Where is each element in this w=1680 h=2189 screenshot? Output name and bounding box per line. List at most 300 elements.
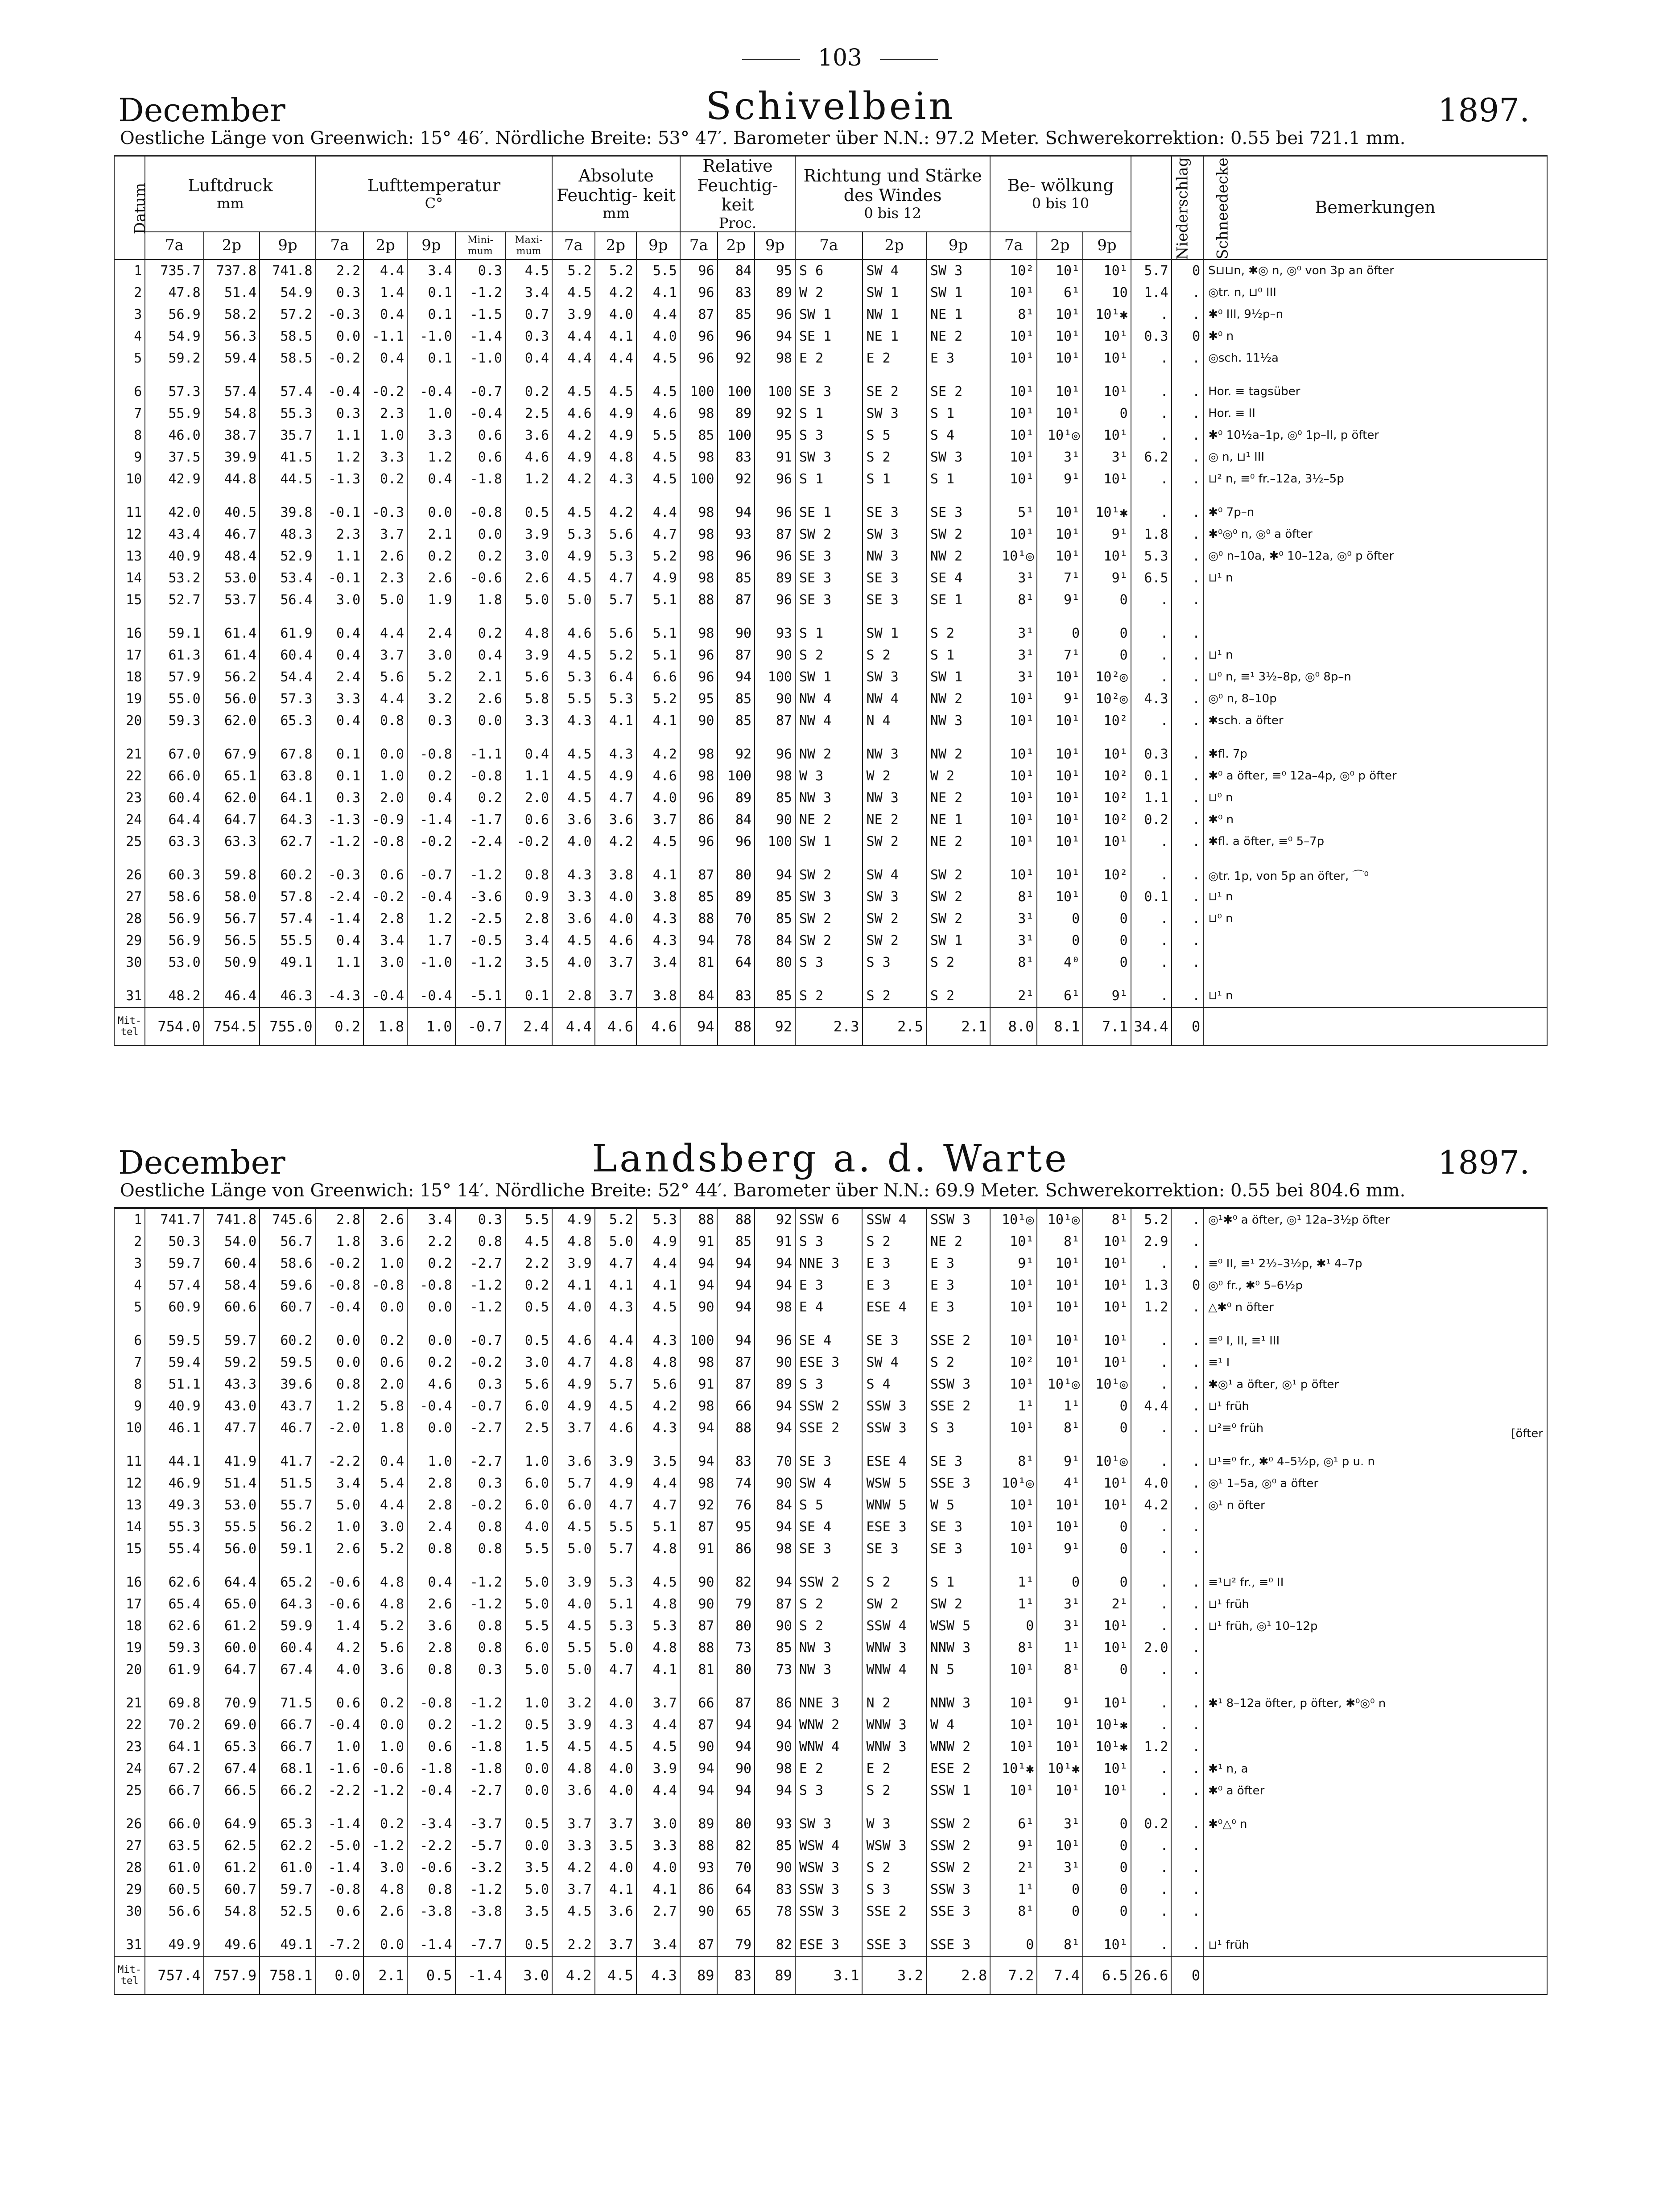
value-cell: SE 4: [926, 567, 990, 589]
value-cell: -1.2: [455, 1714, 505, 1736]
value-cell: 5.5: [552, 688, 595, 710]
value-cell: 4.5: [595, 1736, 636, 1758]
col-header-label: Datum: [131, 182, 149, 235]
value-cell: 4.2: [552, 1857, 595, 1879]
value-cell: -0.3: [316, 864, 364, 886]
value-cell: 80: [755, 952, 795, 973]
value-cell: ESE 3: [795, 1352, 863, 1373]
mean-cell: 4.4: [552, 1007, 595, 1046]
value-cell: 4.7: [552, 1352, 595, 1373]
col-subheader-t2: 2p: [363, 232, 407, 260]
remark-cell: ⊔¹ n: [1203, 985, 1547, 1007]
remark-cell: [1203, 1231, 1547, 1253]
spacer-cell: [407, 1439, 455, 1451]
value-cell: 4.0: [595, 1692, 636, 1714]
value-cell: .: [1172, 809, 1204, 831]
value-cell: 64.3: [260, 1593, 315, 1615]
value-cell: .: [1131, 1934, 1172, 1956]
spacer-cell: [260, 1681, 315, 1692]
col-subheader-max: Maxi- mum: [505, 232, 552, 260]
value-cell: WSW 3: [795, 1857, 863, 1879]
mean-cell: 4.6: [636, 1007, 680, 1046]
value-cell: -1.2: [455, 1692, 505, 1714]
value-cell: -0.2: [455, 1494, 505, 1516]
value-cell: 0.1: [407, 347, 455, 369]
value-cell: 5.3: [552, 524, 595, 545]
remark-cell: ⊔²≡⁰ früh: [1203, 1417, 1547, 1439]
spacer-cell: [407, 732, 455, 743]
value-cell: 73: [755, 1659, 795, 1681]
value-cell: 60.4: [260, 644, 315, 666]
day-cell: 14: [114, 567, 145, 589]
value-cell: 90: [755, 1472, 795, 1494]
value-cell: .: [1131, 710, 1172, 732]
station-section-landsberg: [114, 1137, 1548, 1995]
value-cell: 87: [680, 864, 718, 886]
table-row: [114, 260, 1547, 282]
value-cell: -1.2: [316, 831, 364, 853]
value-cell: -1.7: [455, 809, 505, 831]
mean-cell: 755.0: [260, 1007, 315, 1046]
value-cell: SW 2: [926, 524, 990, 545]
value-cell: 4¹: [1037, 1472, 1083, 1494]
value-cell: 8¹: [1037, 1231, 1083, 1253]
group-spacer: [114, 611, 1547, 622]
value-cell: 0: [1083, 886, 1131, 908]
remark-cell: [1203, 1736, 1547, 1758]
remark-cell: [1203, 1659, 1547, 1681]
value-cell: 4.9: [552, 446, 595, 468]
value-cell: 4.3: [636, 1417, 680, 1439]
value-cell: 4.0: [636, 1857, 680, 1879]
value-cell: 3.6: [363, 1659, 407, 1681]
value-cell: 5.4: [363, 1472, 407, 1494]
mean-row: [114, 1007, 1547, 1046]
spacer-cell: [680, 1439, 718, 1451]
value-cell: 4.0: [552, 1296, 595, 1318]
value-cell: 3¹: [1037, 446, 1083, 468]
value-cell: 4.0: [552, 952, 595, 973]
value-cell: 5.0: [505, 1593, 552, 1615]
table-row: [114, 468, 1547, 490]
value-cell: 4.2: [595, 502, 636, 524]
table-row: [114, 1637, 1547, 1659]
spacer-cell: [595, 973, 636, 985]
value-cell: 2.4: [316, 666, 364, 688]
value-cell: 1.0: [316, 1516, 364, 1538]
value-cell: 2.8: [505, 908, 552, 930]
value-cell: 2¹: [990, 985, 1037, 1007]
value-cell: 9¹: [990, 1253, 1037, 1274]
spacer-cell: [363, 490, 407, 502]
spacer-cell: [755, 1922, 795, 1934]
value-cell: 7¹: [1037, 567, 1083, 589]
day-cell: 25: [114, 831, 145, 853]
table-row: [114, 864, 1547, 886]
value-cell: 4.3: [552, 864, 595, 886]
value-cell: 93: [755, 622, 795, 644]
value-cell: .: [1171, 1615, 1203, 1637]
col-subheader-t7: 7a: [552, 232, 595, 260]
table-row: [114, 886, 1547, 908]
value-cell: 4.4: [1131, 1395, 1172, 1417]
spacer-cell: [926, 853, 990, 864]
value-cell: 55.3: [260, 403, 315, 425]
value-cell: 57.9: [145, 666, 203, 688]
mean-cell: 7.4: [1037, 1956, 1083, 1995]
value-cell: 98: [755, 1296, 795, 1318]
value-cell: 48.2: [145, 985, 203, 1007]
value-cell: NW 4: [795, 710, 863, 732]
value-cell: .: [1131, 1615, 1172, 1637]
value-cell: 3.0: [407, 644, 455, 666]
value-cell: 10¹: [1083, 1615, 1131, 1637]
value-cell: -0.2: [316, 1253, 364, 1274]
value-cell: SW 2: [862, 1593, 926, 1615]
mean-cell: 2.5: [863, 1007, 926, 1046]
value-cell: 1.2: [1131, 1296, 1172, 1318]
spacer-cell: [204, 369, 260, 381]
value-cell: -2.7: [455, 1451, 505, 1472]
value-cell: E 3: [926, 347, 990, 369]
value-cell: 4.1: [636, 282, 680, 304]
remark-cell: ✱⁰ III, 9½p–n: [1203, 304, 1547, 326]
spacer-cell: [718, 732, 755, 743]
value-cell: SE 3: [795, 1538, 863, 1560]
value-cell: 0: [1083, 403, 1131, 425]
value-cell: -0.1: [316, 567, 364, 589]
value-cell: 86: [717, 1538, 755, 1560]
value-cell: 10¹: [1037, 1516, 1083, 1538]
value-cell: 4.8: [636, 1538, 680, 1560]
value-cell: SE 3: [862, 1538, 926, 1560]
spacer-cell: [680, 973, 718, 985]
value-cell: 0.4: [363, 304, 407, 326]
value-cell: 59.2: [204, 1352, 260, 1373]
spacer-cell: [145, 732, 203, 743]
spacer-cell: [552, 1318, 595, 1330]
spacer-cell: [595, 369, 636, 381]
value-cell: 3¹: [1037, 1593, 1083, 1615]
value-cell: 66: [680, 1692, 718, 1714]
value-cell: -1.2: [363, 1835, 407, 1857]
value-cell: E 2: [862, 1758, 926, 1780]
table-row: [114, 952, 1547, 973]
value-cell: 4.2: [552, 468, 595, 490]
spacer-cell: [863, 611, 926, 622]
value-cell: 89: [718, 403, 755, 425]
value-cell: .: [1131, 1780, 1172, 1801]
value-cell: 62.0: [204, 787, 260, 809]
value-cell: -2.2: [316, 1780, 364, 1801]
value-cell: 5.6: [363, 1637, 407, 1659]
col-subheader-t7: 7a: [990, 232, 1037, 260]
value-cell: 0.3: [316, 282, 364, 304]
day-cell: 22: [114, 1714, 145, 1736]
value-cell: 0.1: [407, 282, 455, 304]
mean-cell: 4.3: [636, 1956, 680, 1995]
value-cell: 0.4: [407, 468, 455, 490]
remark-cell: ≡⁰ I, II, ≡¹ III: [1203, 1330, 1547, 1352]
table-row: [114, 1879, 1547, 1900]
value-cell: 65.3: [260, 1813, 315, 1835]
value-cell: SSE 2: [926, 1330, 990, 1352]
spacer-cell: [718, 490, 755, 502]
value-cell: 51.4: [204, 1472, 260, 1494]
value-cell: 0: [1172, 260, 1204, 282]
value-cell: 4.3: [636, 930, 680, 952]
spacer-cell: [455, 369, 505, 381]
value-cell: .: [1131, 1253, 1172, 1274]
value-cell: S 3: [795, 425, 863, 446]
value-cell: SE 1: [926, 589, 990, 611]
value-cell: 4.1: [636, 1274, 680, 1296]
spacer-cell: [1131, 369, 1172, 381]
value-cell: 0.0: [505, 1780, 552, 1801]
value-cell: 10¹: [1037, 765, 1083, 787]
value-cell: 8¹: [990, 1900, 1037, 1922]
value-cell: 56.0: [204, 688, 260, 710]
value-cell: 10¹: [990, 1659, 1037, 1681]
value-cell: NW 1: [863, 304, 926, 326]
spacer-cell: [145, 1681, 203, 1692]
col-subheader-t9: 9p: [1083, 232, 1131, 260]
value-cell: NW 2: [926, 688, 990, 710]
value-cell: 96: [680, 260, 718, 282]
value-cell: 84: [680, 985, 718, 1007]
value-cell: 41.9: [204, 1451, 260, 1472]
col-subheader-t7: 7a: [795, 232, 863, 260]
value-cell: 49.6: [204, 1934, 260, 1956]
value-cell: 1.5: [505, 1736, 552, 1758]
value-cell: 10¹: [990, 403, 1037, 425]
value-cell: 3¹: [1083, 446, 1131, 468]
value-cell: 0.3: [455, 1472, 505, 1494]
month-label: December: [118, 91, 285, 129]
value-cell: 0.2: [505, 381, 552, 403]
value-cell: 98: [680, 524, 718, 545]
day-cell: 28: [114, 908, 145, 930]
value-cell: .: [1131, 1571, 1172, 1593]
value-cell: 5.0: [552, 1659, 595, 1681]
value-cell: SSE 2: [926, 1395, 990, 1417]
value-cell: NE 2: [863, 809, 926, 831]
value-cell: 2¹: [1083, 1593, 1131, 1615]
table-row: [114, 831, 1547, 853]
spacer-cell: [718, 611, 755, 622]
day-cell: 3: [114, 1253, 145, 1274]
value-cell: 10¹✱: [1083, 502, 1131, 524]
spacer-cell: [1037, 1318, 1083, 1330]
value-cell: 64: [717, 1879, 755, 1900]
day-cell: 21: [114, 1692, 145, 1714]
value-cell: 0.1: [316, 765, 364, 787]
mean-cell: 757.4: [145, 1956, 203, 1995]
value-cell: 10²: [1083, 710, 1131, 732]
value-cell: -0.4: [407, 381, 455, 403]
value-cell: 9¹: [990, 1835, 1037, 1857]
value-cell: 10¹: [990, 1330, 1037, 1352]
spacer-cell: [717, 1681, 755, 1692]
value-cell: 0.0: [505, 1758, 552, 1780]
spacer-cell: [505, 1318, 552, 1330]
value-cell: .: [1131, 908, 1172, 930]
value-cell: ESE 2: [926, 1758, 990, 1780]
value-cell: .: [1131, 1758, 1172, 1780]
value-cell: 37.5: [145, 446, 203, 468]
col-header-datum: [114, 156, 149, 260]
spacer-cell: [863, 973, 926, 985]
spacer-cell: [505, 853, 552, 864]
spacer-cell: [636, 853, 680, 864]
value-cell: 6.0: [552, 1494, 595, 1516]
value-cell: 5.2: [636, 545, 680, 567]
value-cell: 1.0: [407, 1451, 455, 1472]
value-cell: .: [1172, 403, 1204, 425]
value-cell: 0.3: [455, 260, 505, 282]
spacer-cell: [316, 1560, 364, 1571]
value-cell: 4.4: [595, 1330, 636, 1352]
value-cell: 0.2: [363, 1330, 407, 1352]
table-row: [114, 1593, 1547, 1615]
value-cell: 10¹◎: [1037, 425, 1083, 446]
value-cell: 10²: [990, 1352, 1037, 1373]
value-cell: 93: [680, 1857, 718, 1879]
value-cell: 57.4: [260, 908, 315, 930]
month-label: December: [118, 1144, 285, 1181]
value-cell: 65.1: [204, 765, 260, 787]
value-cell: SW 2: [926, 886, 990, 908]
spacer-cell: [1203, 1560, 1547, 1571]
value-cell: 4.8: [505, 622, 552, 644]
value-cell: -5.7: [455, 1835, 505, 1857]
value-cell: 4.9: [552, 545, 595, 567]
day-cell: 21: [114, 743, 145, 765]
value-cell: 10¹: [990, 787, 1037, 809]
value-cell: 5.3: [595, 688, 636, 710]
spacer-cell: [1037, 611, 1083, 622]
value-cell: 94: [755, 864, 795, 886]
col-subheader-t2: 2p: [1037, 232, 1083, 260]
value-cell: 85: [755, 886, 795, 908]
value-cell: .: [1131, 347, 1172, 369]
group-spacer: [114, 1801, 1547, 1813]
value-cell: 90: [755, 1352, 795, 1373]
spacer-cell: [363, 1318, 407, 1330]
table-row: [114, 666, 1547, 688]
value-cell: 6.5: [1131, 567, 1172, 589]
remark-cell: ✱⁰△⁰ n: [1203, 1813, 1547, 1835]
value-cell: SSW 2: [926, 1857, 990, 1879]
value-cell: S 1: [926, 468, 990, 490]
value-cell: 76: [717, 1494, 755, 1516]
col-subheader-t9: 9p: [755, 232, 795, 260]
col-header-label: Schneedecke: [1213, 157, 1231, 260]
value-cell: 3¹: [990, 908, 1037, 930]
value-cell: 4.6: [636, 403, 680, 425]
value-cell: SE 3: [926, 1516, 990, 1538]
value-cell: 0.4: [316, 930, 364, 952]
value-cell: 55.4: [145, 1538, 203, 1560]
value-cell: S 2: [926, 952, 990, 973]
value-cell: 8¹: [1037, 1934, 1083, 1956]
value-cell: 5.7: [595, 589, 636, 611]
value-cell: SSW 4: [862, 1615, 926, 1637]
value-cell: 66.0: [145, 765, 203, 787]
value-cell: 5.6: [363, 666, 407, 688]
value-cell: 58.5: [260, 326, 315, 347]
value-cell: 1.0: [363, 765, 407, 787]
value-cell: 2.6: [455, 688, 505, 710]
spacer-cell: [1203, 1681, 1547, 1692]
mean-cell: 758.1: [260, 1956, 315, 1995]
day-cell: 24: [114, 809, 145, 831]
mean-cell: 7.2: [990, 1956, 1037, 1995]
group-spacer: [114, 1318, 1547, 1330]
table-row: [114, 1296, 1547, 1318]
value-cell: -3.8: [407, 1900, 455, 1922]
spacer-cell: [1203, 853, 1547, 864]
value-cell: 66.0: [145, 1813, 203, 1835]
spacer-cell: [595, 1560, 636, 1571]
value-cell: 61.4: [204, 622, 260, 644]
day-cell: 16: [114, 1571, 145, 1593]
spacer-cell: [114, 1439, 145, 1451]
value-cell: 67.9: [204, 743, 260, 765]
value-cell: 6¹: [1037, 985, 1083, 1007]
value-cell: 3¹: [990, 644, 1037, 666]
value-cell: 0: [1083, 1879, 1131, 1900]
value-cell: 4.5: [552, 1615, 595, 1637]
value-cell: SE 2: [863, 381, 926, 403]
value-cell: 4.4: [636, 1472, 680, 1494]
value-cell: NE 1: [926, 304, 990, 326]
value-cell: 63.5: [145, 1835, 203, 1857]
value-cell: S 3: [862, 1879, 926, 1900]
value-cell: 0.8: [505, 864, 552, 886]
value-cell: 2.6: [363, 1208, 407, 1231]
value-cell: 5.0: [363, 589, 407, 611]
day-cell: 22: [114, 765, 145, 787]
col-header-bew: [990, 156, 1131, 232]
value-cell: 94: [717, 1253, 755, 1274]
value-cell: 0.0: [363, 1714, 407, 1736]
value-cell: S 2: [863, 985, 926, 1007]
value-cell: -0.8: [316, 1879, 364, 1900]
value-cell: 10¹: [1037, 666, 1083, 688]
value-cell: 59.7: [204, 1330, 260, 1352]
spacer-cell: [552, 1681, 595, 1692]
mean-cell: 1.8: [363, 1007, 407, 1046]
table-row: [114, 1494, 1547, 1516]
value-cell: 39.9: [204, 446, 260, 468]
value-cell: 0.8: [363, 710, 407, 732]
value-cell: 5.0: [595, 1637, 636, 1659]
spacer-cell: [795, 973, 863, 985]
value-cell: 0.8: [407, 1879, 455, 1900]
day-cell: 27: [114, 1835, 145, 1857]
value-cell: SW 3: [795, 1813, 863, 1835]
remark-cell: ≡⁰ II, ≡¹ 2½–3½p, ✱¹ 4–7p: [1203, 1253, 1547, 1274]
value-cell: 4.2: [636, 743, 680, 765]
value-cell: 10¹✱: [1037, 1758, 1083, 1780]
section-header: [114, 1137, 1548, 1181]
value-cell: 4.0: [595, 908, 636, 930]
spacer-cell: [755, 1801, 795, 1813]
mean-cell: 754.0: [145, 1007, 203, 1046]
value-cell: 10¹◎: [990, 1472, 1037, 1494]
value-cell: 96: [680, 347, 718, 369]
